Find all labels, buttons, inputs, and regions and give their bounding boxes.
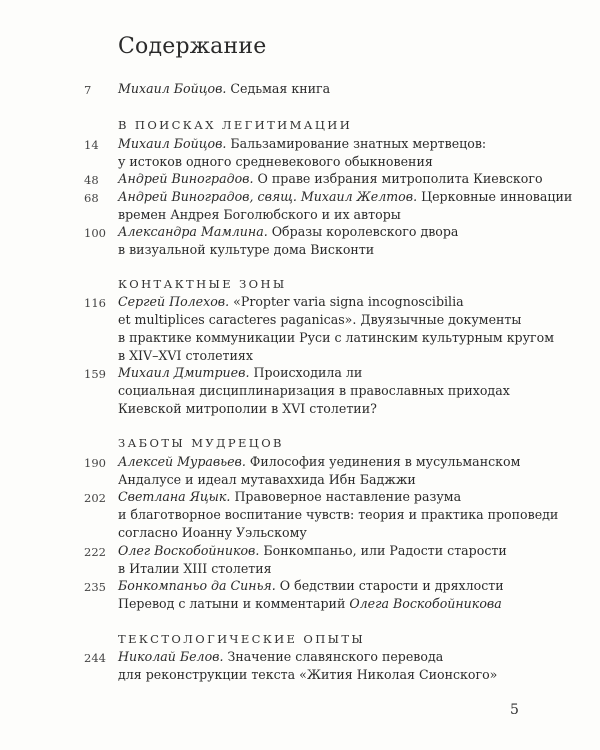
entry-page-number: 244 — [84, 651, 106, 665]
entry-page-number: 159 — [84, 367, 106, 381]
entry-line — [118, 488, 461, 506]
entry-line: в визуальной культуре дома Висконти — [118, 242, 375, 257]
entry-page-number: 116 — [84, 296, 106, 310]
entry-line — [118, 80, 330, 98]
entry-author: Олег Воскобойников. — [118, 543, 260, 558]
entry-line: в практике коммуникации Руси с латинским культурным кругом — [118, 330, 555, 345]
entry-title: Значение славянского перевода — [223, 649, 444, 664]
entry-title: Происходила ли — [249, 365, 363, 380]
entry-author: Андрей Виноградов, свящ. Михаил Желтов. — [118, 189, 418, 204]
entry-line — [118, 223, 458, 241]
entry-line — [118, 577, 504, 595]
entry-title: Бальзамирование знатных мертвецов: — [226, 136, 487, 151]
entry-author: Бонкомпаньо да Синья. — [118, 578, 276, 593]
section-heading-contact-zones: КОНТАКТНЫЕ ЗОНЫ — [118, 277, 287, 291]
entry-page-number: 202 — [84, 491, 106, 505]
entry-page-number: 48 — [84, 173, 99, 187]
entry-page-number: 7 — [84, 83, 92, 97]
entry-author: Михаил Бойцов. — [118, 136, 227, 151]
entry-author: Светлана Яцык. — [118, 489, 231, 504]
entry-author: Михаил Дмитриев. — [118, 365, 250, 380]
entry-line — [118, 188, 572, 206]
entry-line: и благотворное воспитание чувств: теория и практика проповеди — [118, 507, 559, 522]
entry-line: социальная дисциплинаризация в православных приходах — [118, 383, 510, 398]
entry-line: у истоков одного средневекового обыкновения — [118, 154, 433, 169]
entry-author: Михаил Бойцов. — [118, 81, 227, 96]
entry-translation-note: Перевод с латыни и комментарий — [118, 596, 350, 611]
entry-title: Седьмая книга — [226, 81, 331, 96]
entry-title: О праве избрания митрополита Киевского — [253, 171, 543, 186]
entry-line — [118, 135, 486, 153]
entry-page-number: 100 — [84, 226, 106, 240]
entry-line — [118, 595, 502, 613]
entry-page-number: 235 — [84, 580, 106, 594]
entry-line: в XIV–XVI столетиях — [118, 348, 253, 363]
entry-line: Киевской митрополии в XVI столетии? — [118, 401, 377, 416]
entry-title: О бедствии старости и дряхлости — [275, 578, 504, 593]
entry-translator: Олега Воскобойникова — [349, 596, 502, 611]
entry-page-number: 68 — [84, 191, 99, 205]
entry-line: et multiplices caracteres paganicas». Двуязычные документы — [118, 312, 522, 327]
entry-page-number: 190 — [84, 456, 106, 470]
section-heading-textology: ТЕКСТОЛОГИЧЕСКИЕ ОПЫТЫ — [118, 632, 366, 646]
section-heading-sages: ЗАБОТЫ МУДРЕЦОВ — [118, 436, 284, 450]
entry-title: Образы королевского двора — [267, 224, 459, 239]
entry-title: Философия уединения в мусульманском — [245, 454, 521, 469]
section-heading-legitimation: В ПОИСКАХ ЛЕГИТИМАЦИИ — [118, 118, 353, 132]
entry-line — [118, 364, 362, 382]
entry-page-number: 222 — [84, 545, 106, 559]
entry-line — [118, 293, 464, 311]
entry-line — [118, 542, 507, 560]
entry-author: Николай Белов. — [118, 649, 224, 664]
entry-line — [118, 170, 543, 188]
entry-title: Бонкомпаньо, или Радости старости — [259, 543, 507, 558]
entry-line: в Италии XIII столетия — [118, 561, 272, 576]
entry-author: Сергей Полехов. — [118, 294, 230, 309]
page-title: Содержание — [118, 34, 267, 59]
entry-line — [118, 648, 443, 666]
entry-line — [118, 453, 520, 471]
entry-line: согласно Иоанну Уэльскому — [118, 525, 307, 540]
entry-title: Церковные инновации — [417, 189, 573, 204]
entry-page-number: 14 — [84, 138, 99, 152]
entry-line: времен Андрея Боголюбского и их авторы — [118, 207, 401, 222]
entry-author: Александра Мамлина. — [118, 224, 268, 239]
entry-line: Андалусе и идеал мутаваххида Ибн Баджжи — [118, 472, 416, 487]
entry-author: Андрей Виноградов. — [118, 171, 254, 186]
entry-title: «Propter varia signa incognoscibilia — [229, 294, 464, 309]
entry-author: Алексей Муравьев. — [118, 454, 246, 469]
page-number: 5 — [510, 702, 519, 718]
entry-line: для реконструкции текста «Жития Николая Сионского» — [118, 667, 498, 682]
entry-title: Правоверное наставление разума — [230, 489, 462, 504]
